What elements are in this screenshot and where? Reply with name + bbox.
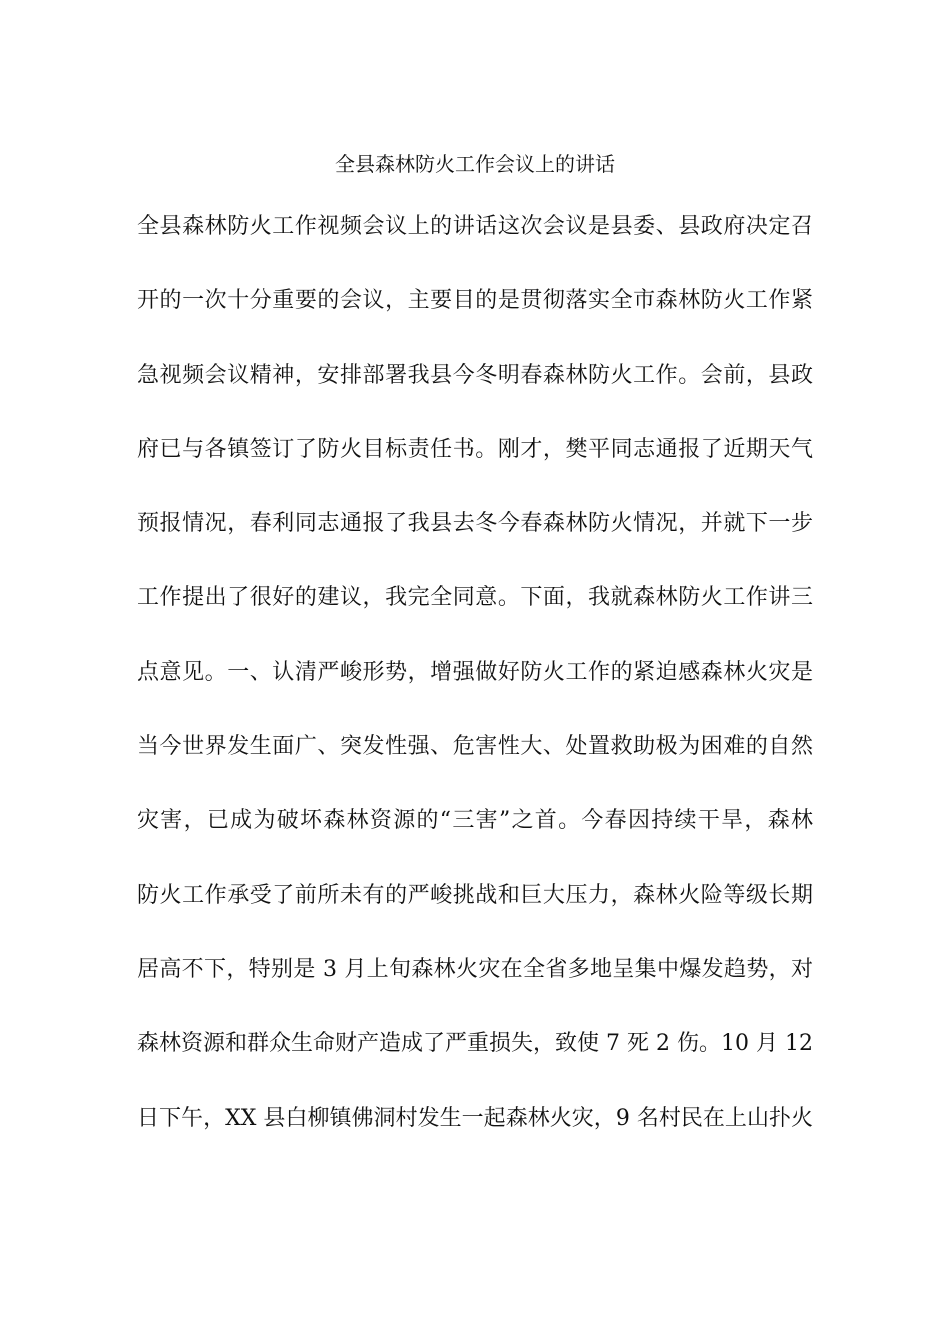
body-line: 开的一次十分重要的会议，主要目的是贯彻落实全市森林防火工作紧 (137, 288, 813, 314)
body-line: 防火工作承受了前所未有的严峻挑战和巨大压力，森林火险等级长期 (137, 882, 813, 908)
document-title: 全县森林防火工作会议上的讲话 (335, 152, 615, 176)
body-line: 当今世界发生面广、突发性强、危害性大、处置救助极为困难的自然 (137, 734, 813, 760)
body-line: 急视频会议精神，安排部署我县今冬明春森林防火工作。会前，县政 (137, 362, 813, 388)
body-line: 灾害，已成为破坏森林资源的“三害”之首。今春因持续干旱，森林 (137, 808, 813, 834)
body-line: 府已与各镇签订了防火目标责任书。刚才，樊平同志通报了近期天气 (137, 436, 813, 462)
body-line: 点意见。一、认清严峻形势，增强做好防火工作的紧迫感森林火灾是 (137, 659, 813, 685)
document-body (137, 210, 813, 1176)
body-line: 森林资源和群众生命财产造成了严重损失，致使 7 死 2 伤。10 月 12 (137, 1031, 813, 1057)
body-line: 全县森林防火工作视频会议上的讲话这次会议是县委、县政府决定召 (137, 214, 813, 239)
body-line: 预报情况，春利同志通报了我县去冬今春森林防火情况，并就下一步 (137, 511, 813, 537)
body-line: 日下午，XX 县白柳镇佛洞村发生一起森林火灾，9 名村民在上山扑火 (137, 1105, 813, 1131)
body-line: 工作提出了很好的建议，我完全同意。下面，我就森林防火工作讲三 (137, 585, 813, 611)
body-line: 居高不下，特别是 3 月上旬森林火灾在全省多地呈集中爆发趋势，对 (137, 956, 813, 982)
